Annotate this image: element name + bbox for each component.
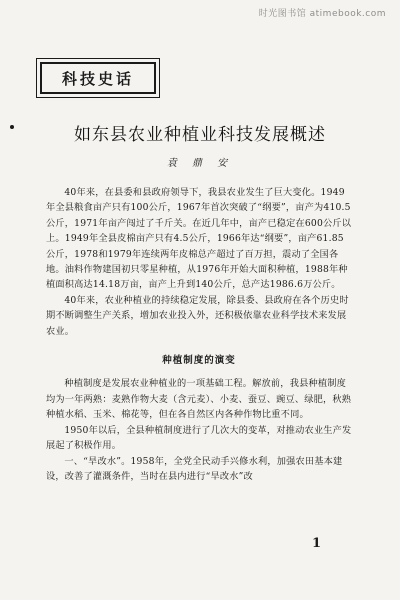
page-number: 1 (312, 536, 322, 551)
section-label-box (40, 62, 156, 94)
article-body (46, 185, 352, 484)
paragraph: 1950年以后，全县种植制度进行了几次大的变革，对推动农业生产发展起了积极作用。 (46, 424, 352, 452)
paragraph: 种植制度是发展农业种植业的一项基础工程。解放前，我县种植制度均为一年两熟：麦熟作物大麦（含元麦）、小麦、蚕豆、豌豆、绿肥，秋熟种植水稻、玉米、棉花等，但在各自然区内各种作物比重不同。 (46, 378, 352, 421)
section-subheading: 种植制度的演变 (162, 355, 236, 367)
paragraph: 40年来，在县委和县政府领导下，我县农业发生了巨大变化。1949年全县粮食亩产只有100公斤，1967年首次突破了“纲要”，亩产为410.5公斤，1971年亩产闯过了千斤关。在近几年中，亩产已稳定在600公斤以上。1949年全县皮棉亩产只有4.5公斤，1966年达“纲要”，亩产61.85公斤，1978和1979年连续两年皮棉总产超过了百万担，震动了全国各地。油料作物建国初只零星种植，从1976年开始大面积种植，1988年种植面积高达14.18万亩，亩产上升到140公斤，总产达1986.6万公斤。 (46, 187, 352, 291)
section-label: 科技史话 (61, 69, 134, 88)
article-title: 如东县农业种植业科技发展概述 (74, 125, 326, 145)
watermark-text: 时光图书馆 atimebook.com (258, 9, 386, 19)
paragraph: 40年来，农业种植业的持续稳定发展，除县委、县政府在各个历史时期不断调整生产关系，增加农业投入外，还积极依靠农业科学技术来发展农业。 (46, 294, 349, 337)
article-author: 袁 鼎 安 (166, 158, 234, 169)
paragraph: 一、“旱改水”。1958年，全党全民动手兴修水利，加强农田基本建设，改善了灌溉条件，当时在县内进行“旱改水”改 (46, 455, 343, 482)
